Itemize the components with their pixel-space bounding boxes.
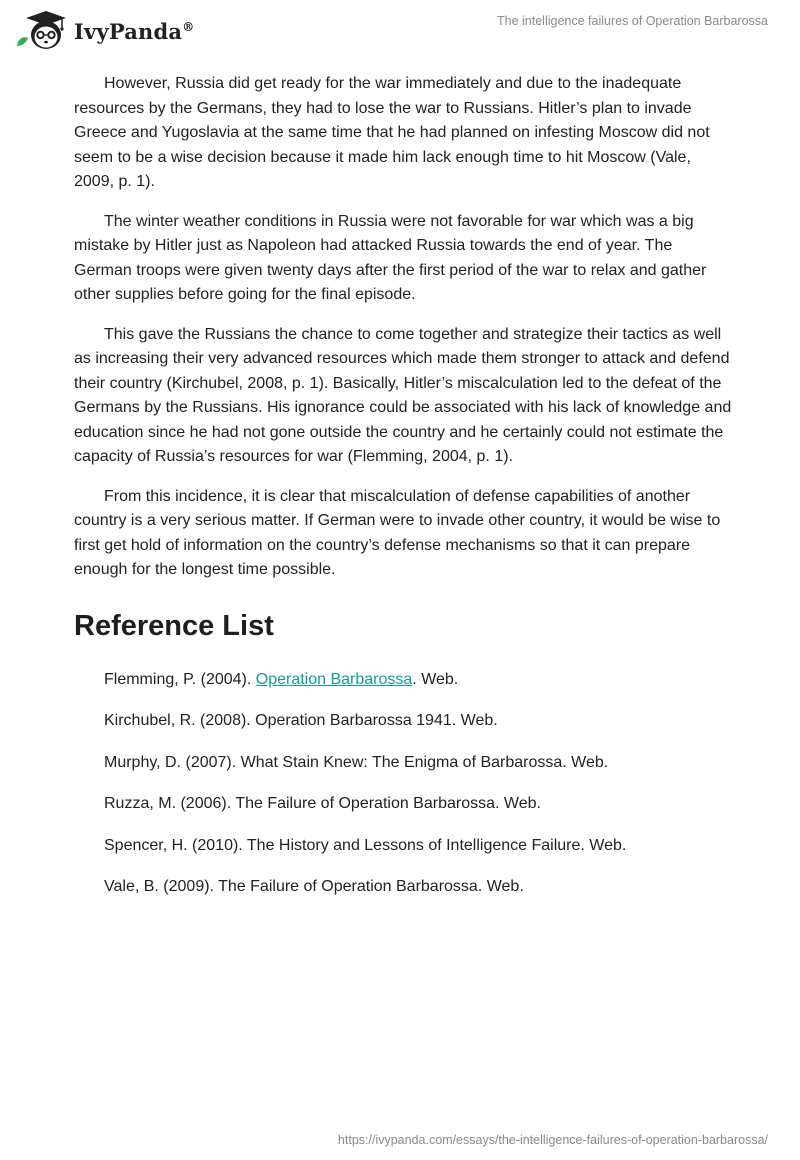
ivypanda-logo[interactable] [14, 8, 194, 54]
reference-item-kirchubel: Kirchubel, R. (2008). Operation Barbarossa 1941. Web. [104, 712, 498, 729]
reference-list [74, 669, 734, 899]
reference-item-ruzza: Ruzza, M. (2006). The Failure of Operation Barbarossa. Web. [104, 795, 541, 812]
page-header [0, 0, 800, 60]
reference-link-operation-barbarossa[interactable]: Operation Barbarossa [255, 670, 413, 688]
reference-suffix: . Web. [412, 670, 459, 688]
registered-mark: ® [182, 19, 195, 34]
body-paragraph-4: From this incidence, it is clear that miscalculation of defense capabilities of another country is a very serious matter. If German were to invade other country, it would be wise to first get hold of information on the country’s defense mechanisms so that it can prepare enough for the longest time possible. [74, 487, 721, 578]
reference-item-murphy: Murphy, D. (2007). What Stain Knew: The Enigma of Barbarossa. Web. [104, 753, 609, 771]
reference-item-vale: Vale, B. (2009). The Failure of Operation Barbarossa. Web. [104, 878, 524, 895]
panda-graduate-icon [14, 8, 70, 54]
reference-list-heading: Reference List [74, 609, 274, 642]
reference-text: Flemming, P. (2004). [104, 670, 256, 688]
brand-name: IvyPanda® [74, 18, 195, 44]
body-paragraph-3: This gave the Russians the chance to come together and strategize their tactics as well as increasing their very advanced resources which made them stronger to attack and defend their country (Kirchubel, 2008, p. 1). Basically, Hitler’s miscalculation led to the defeat of the Germans by the Russians. His ignorance could be associated with his lack of knowledge and education since he had not gone outside the country and he certainly could not estimate the capacity of Russia’s resources for war (Flemming, 2004, p. 1). [74, 325, 732, 465]
document-title: The intelligence failures of Operation Barbarossa [497, 14, 768, 28]
body-paragraph-1: However, Russia did get ready for the war immediately and due to the inadequate resources by the Germans, they had to lose the war to Russians. Hitler’s plan to invade Greece and Yugoslavia at the same time that he had planned on infesting Moscow did not seem to be a wise decision because it made him lack enough time to hit Moscow (Vale, 2009, p. 1). [74, 75, 710, 190]
page-footer-url: https://ivypanda.com/essays/the-intelligence-failures-of-operation-barbarossa/ [337, 1133, 768, 1147]
reference-item-flemming [104, 669, 734, 691]
body-paragraph-2: The winter weather conditions in Russia were not favorable for war which was a big mistake by Hitler just as Napoleon had attacked Russia towards the end of year. The German troops were given twenty days after the first period of the war to relax and gather other supplies before going for the final episode. [74, 212, 707, 303]
reference-item-spencer: Spencer, H. (2010). The History and Lessons of Intelligence Failure. Web. [104, 836, 627, 854]
essay-content [74, 72, 734, 918]
